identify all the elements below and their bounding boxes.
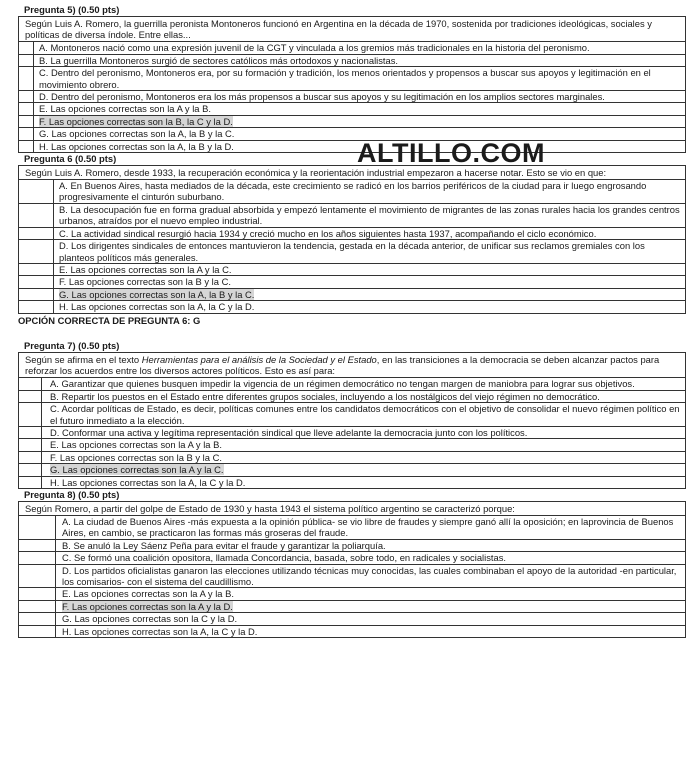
q6-option-g-highlighted: G. Las opciones correctas son la A, la B y la C. (19, 289, 685, 301)
question-8-title: Pregunta 8) (0.50 pts) (24, 489, 120, 500)
q5-option-b: B. La guerrilla Montoneros surgió de sectores católicos más ortodoxos y nacionalistas. (19, 55, 685, 67)
q6-option-d: D. Los dirigentes sindicales de entonces mantuvieron la tendencia, gestada en la década anterior, de unificar sus reclamos gremiales con los planteos políticos más generales. (19, 240, 685, 264)
q7-option-e: E. Las opciones correctas son la A y la B. (19, 439, 685, 451)
q7-option-b: B. Repartir los puestos en el Estado entre diferentes grupos sociales, incluyendo a los nostálgicos del viejo régimen no democrático. (19, 391, 685, 403)
q7-option-f: F. Las opciones correctas son la B y la C. (19, 452, 685, 464)
q6-option-e: E. Las opciones correctas son la A y la C. (19, 264, 685, 276)
q8-option-a: A. La ciudad de Buenos Aires -más expuesta a la opinión pública- se vio libre de fraudes y siempre ganó allí la oposición; en laprovincia de Buenos Aires, en cambio, se practicaron las formas más groseras del fraude. (19, 516, 685, 540)
question-5-stem: Según Luis A. Romero, la guerrilla peronista Montoneros funcionó en Argentina en la década de 1970, sostenida por tradiciones ideológicas, sociales y políticas de diversa índole. Entre ellas... (19, 17, 685, 43)
q6-option-b: B. La desocupación fue en forma gradual absorbida y empezó lentamente el movimiento de migrantes de las zonas rurales hacia los grandes centros urbanos, atraídos por el nuevo empleo industrial. (19, 204, 685, 228)
q6-option-c: C. La actividad sindical resurgió hacia 1934 y creció mucho en los años siguientes hasta 1937, acompañando el ciclo económico. (19, 228, 685, 240)
question-7-book-title: Herramientas para el análisis de la Sociedad y el Estado (141, 353, 377, 365)
question-7-block (18, 352, 686, 489)
q8-option-b: B. Se anuló la Ley Sáenz Peña para evitar el fraude y garantizar la poliarquía. (19, 540, 685, 552)
q8-option-f-highlighted: F. Las opciones correctas son la A y la D. (19, 601, 685, 613)
q5-option-a: A. Montoneros nació como una expresión juvenil de la CGT y vinculada a los gremios más tradicionales en la historia del peronismo. (19, 42, 685, 54)
q5-option-c: C. Dentro del peronismo, Montoneros era, por su formación y tradición, los menos orientados y propensos a buscar sus apoyos y legitimación en el movimiento obrero. (19, 67, 685, 91)
q7-option-c: C. Acordar políticas de Estado, es decir, políticas comunes entre los candidatos democráticos con el objetivo de consolidar el nuevo régimen político en el futuro inmediato a la elección. (19, 403, 685, 427)
question-6-block (18, 165, 686, 314)
q7-option-h: H. Las opciones correctas son la A, la C y la D. (19, 477, 685, 489)
exam-page (18, 4, 686, 638)
q5-option-h: H. Las opciones correctas son la A, la B y la D. (19, 141, 685, 153)
watermark-logo: ALTILLO.COM (357, 138, 545, 168)
question-6-answer: OPCIÓN CORRECTA DE PREGUNTA 6: G (18, 314, 201, 326)
q5-option-e: E. Las opciones correctas son la A y la B. (19, 103, 685, 115)
q6-option-h: H. Las opciones correctas son la A, la C y la D. (19, 301, 685, 313)
question-6-stem: Según Luis A. Romero, desde 1933, la recuperación económica y la reorientación industrial empezaron a hacerse notar. Esto se vio en que: (19, 166, 685, 180)
q6-option-a: A. En Buenos Aires, hasta mediados de la década, este crecimiento se radicó en los barrios periféricos de la ciudad para ir luego engrosando progresivamente el cinturón suburbano. (19, 180, 685, 204)
question-5-block (18, 16, 686, 153)
q8-option-d: D. Los partidos oficialistas ganaron las elecciones utilizando técnicas muy conocidas, las cuales combinaban el apoyo de la autoridad -en particular, los comisarios- con el sistema del caudillismo. (19, 565, 685, 589)
q8-option-h: H. Las opciones correctas son la A, la C y la D. (19, 626, 685, 638)
q5-option-d: D. Dentro del peronismo, Montoneros era los más propensos a buscar sus apoyos y su legitimación en los amplios sectores marginales. (19, 91, 685, 103)
question-8-block (18, 501, 686, 638)
question-7-stem: Según se afirma en el texto Herramientas para el análisis de la Sociedad y el Estado, en las transiciones a la democracia se deben alcanzar pactos para reforzar los acuerdos entre los diversos actores políticos. Esto es así para: (19, 353, 685, 379)
question-8-stem: Según Romero, a partir del golpe de Estado de 1930 y hasta 1943 el sistema político argentino se caracterizó porque: (19, 502, 685, 516)
question-6-title: Pregunta 6 (0.50 pts) (24, 153, 117, 165)
q7-option-d: D. Conformar una activa y legítima representación sindical que lleve adelante la democracia junto con los políticos. (19, 427, 685, 439)
q7-option-a: A. Garantizar que quienes busquen impedir la vigencia de un régimen democrático no tengan margen de maniobra para lograr sus objetivos. (19, 378, 685, 390)
q8-option-g: G. Las opciones correctas son la C y la D. (19, 613, 685, 625)
q8-option-c: C. Se formó una coalición opositora, llamada Concordancia, basada, sobre todo, en radicales y socialistas. (19, 552, 685, 564)
question-5-title: Pregunta 5) (0.50 pts) (24, 4, 120, 15)
q6-option-f: F. Las opciones correctas son la B y la C. (19, 276, 685, 288)
q7-option-g-highlighted: G. Las opciones correctas son la A y la C. (19, 464, 685, 476)
q5-option-f-highlighted: F. Las opciones correctas son la B, la C y la D. (19, 116, 685, 128)
question-7-title: Pregunta 7) (0.50 pts) (24, 339, 120, 351)
q5-option-g: G. Las opciones correctas son la A, la B y la C. (19, 128, 685, 140)
q8-option-e: E. Las opciones correctas son la A y la B. (19, 588, 685, 600)
